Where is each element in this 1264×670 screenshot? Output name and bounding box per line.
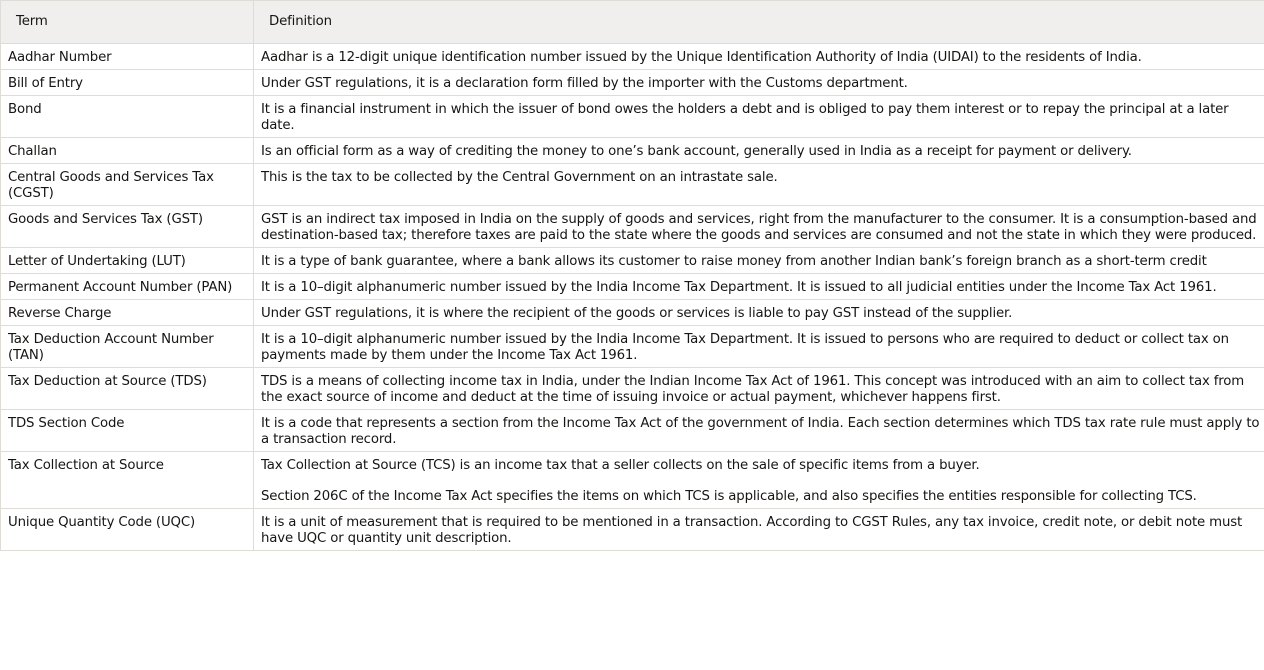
table-row	[1, 164, 1264, 206]
definition-paragraph: It is a financial instrument in which the issuer of bond owes the holders a debt and is obliged to pay them interest or to repay the principal at a later date.	[261, 102, 1229, 133]
term-cell: Bill of Entry	[1, 70, 254, 96]
definition-paragraph: It is a unit of measurement that is required to be mentioned in a transaction. According to CGST Rules, any tax invoice, credit note, or debit note must have UQC or quantity unit description.	[261, 515, 1243, 546]
definition-paragraph: TDS is a means of collecting income tax in India, under the Indian Income Tax Act of 1961. This concept was introduced with an aim to collect tax from the exact source of income and deduct at the time of issuing invoice or actual payment, whichever happens first.	[261, 374, 1245, 405]
table-row	[1, 206, 1264, 248]
table-row	[1, 509, 1264, 551]
definition-paragraph: Section 206C of the Income Tax Act specifies the items on which TCS is applicable, and also specifies the entities responsible for collecting TCS.	[261, 489, 1197, 504]
table-row	[1, 248, 1264, 274]
definition-paragraph: It is a type of bank guarantee, where a bank allows its customer to raise money from another Indian bank’s foreign branch as a short-term credit	[261, 254, 1207, 269]
term-cell: Goods and Services Tax (GST)	[1, 206, 254, 248]
definition-cell	[254, 138, 1264, 164]
column-header-definition: Definition	[254, 1, 1264, 44]
term-cell: Bond	[1, 96, 254, 138]
table-body	[1, 44, 1264, 551]
definition-paragraph: It is a 10–digit alphanumeric number issued by the India Income Tax Department. It is issued to persons who are required to deduct or collect tax on payments made by them under the Income Tax Act 1961.	[261, 332, 1229, 363]
table-row	[1, 326, 1264, 368]
definition-cell	[254, 206, 1264, 248]
definition-paragraph: GST is an indirect tax imposed in India on the supply of goods and services, right from the manufacturer to the consumer. It is a consumption-based and destination-based tax; therefore taxes are paid to the state where the goods and services are consumed and not the state in which they were produced.	[261, 212, 1257, 243]
table-row	[1, 138, 1264, 164]
table-row	[1, 452, 1264, 509]
definition-cell	[254, 274, 1264, 300]
definition-cell	[254, 96, 1264, 138]
definition-cell	[254, 410, 1264, 452]
table-row	[1, 70, 1264, 96]
definition-paragraph: Under GST regulations, it is a declaration form filled by the importer with the Customs department.	[261, 76, 908, 91]
table-row	[1, 368, 1264, 410]
term-cell: Challan	[1, 138, 254, 164]
term-cell: Permanent Account Number (PAN)	[1, 274, 254, 300]
term-cell: Tax Deduction Account Number (TAN)	[1, 326, 254, 368]
definition-paragraph: Under GST regulations, it is where the recipient of the goods or services is liable to pay GST instead of the supplier.	[261, 306, 1013, 321]
definition-paragraph: Is an official form as a way of crediting the money to one’s bank account, generally used in India as a receipt for payment or delivery.	[261, 144, 1132, 159]
term-cell: Tax Deduction at Source (TDS)	[1, 368, 254, 410]
definition-paragraph: Aadhar is a 12-digit unique identification number issued by the Unique Identification Authority of India (UIDAI) to the residents of India.	[261, 50, 1142, 65]
term-cell: Reverse Charge	[1, 300, 254, 326]
definition-paragraph: It is a 10–digit alphanumeric number issued by the India Income Tax Department. It is issued to all judicial entities under the Income Tax Act 1961.	[261, 280, 1217, 295]
definition-cell	[254, 44, 1264, 70]
definition-cell	[254, 164, 1264, 206]
term-cell: Letter of Undertaking (LUT)	[1, 248, 254, 274]
column-header-term: Term	[1, 1, 254, 44]
definition-paragraph: This is the tax to be collected by the Central Government on an intrastate sale.	[261, 170, 778, 185]
definition-cell	[254, 248, 1264, 274]
term-cell: Central Goods and Services Tax (CGST)	[1, 164, 254, 206]
header-row	[1, 1, 1264, 44]
definition-cell	[254, 300, 1264, 326]
term-cell: Unique Quantity Code (UQC)	[1, 509, 254, 551]
table-row	[1, 44, 1264, 70]
definition-cell	[254, 326, 1264, 368]
table-row	[1, 274, 1264, 300]
definition-paragraph: It is a code that represents a section from the Income Tax Act of the government of India. Each section determines which TDS tax rate rule must apply to a transaction record.	[261, 416, 1260, 447]
table-row	[1, 410, 1264, 452]
table-header	[1, 1, 1264, 44]
definition-cell	[254, 70, 1264, 96]
term-cell: Aadhar Number	[1, 44, 254, 70]
table-row	[1, 96, 1264, 138]
definition-cell	[254, 452, 1264, 509]
table-row	[1, 300, 1264, 326]
definition-cell	[254, 509, 1264, 551]
definition-cell	[254, 368, 1264, 410]
term-cell: Tax Collection at Source	[1, 452, 254, 509]
definition-paragraph: Tax Collection at Source (TCS) is an income tax that a seller collects on the sale of specific items from a buyer.	[261, 458, 980, 473]
term-cell: TDS Section Code	[1, 410, 254, 452]
